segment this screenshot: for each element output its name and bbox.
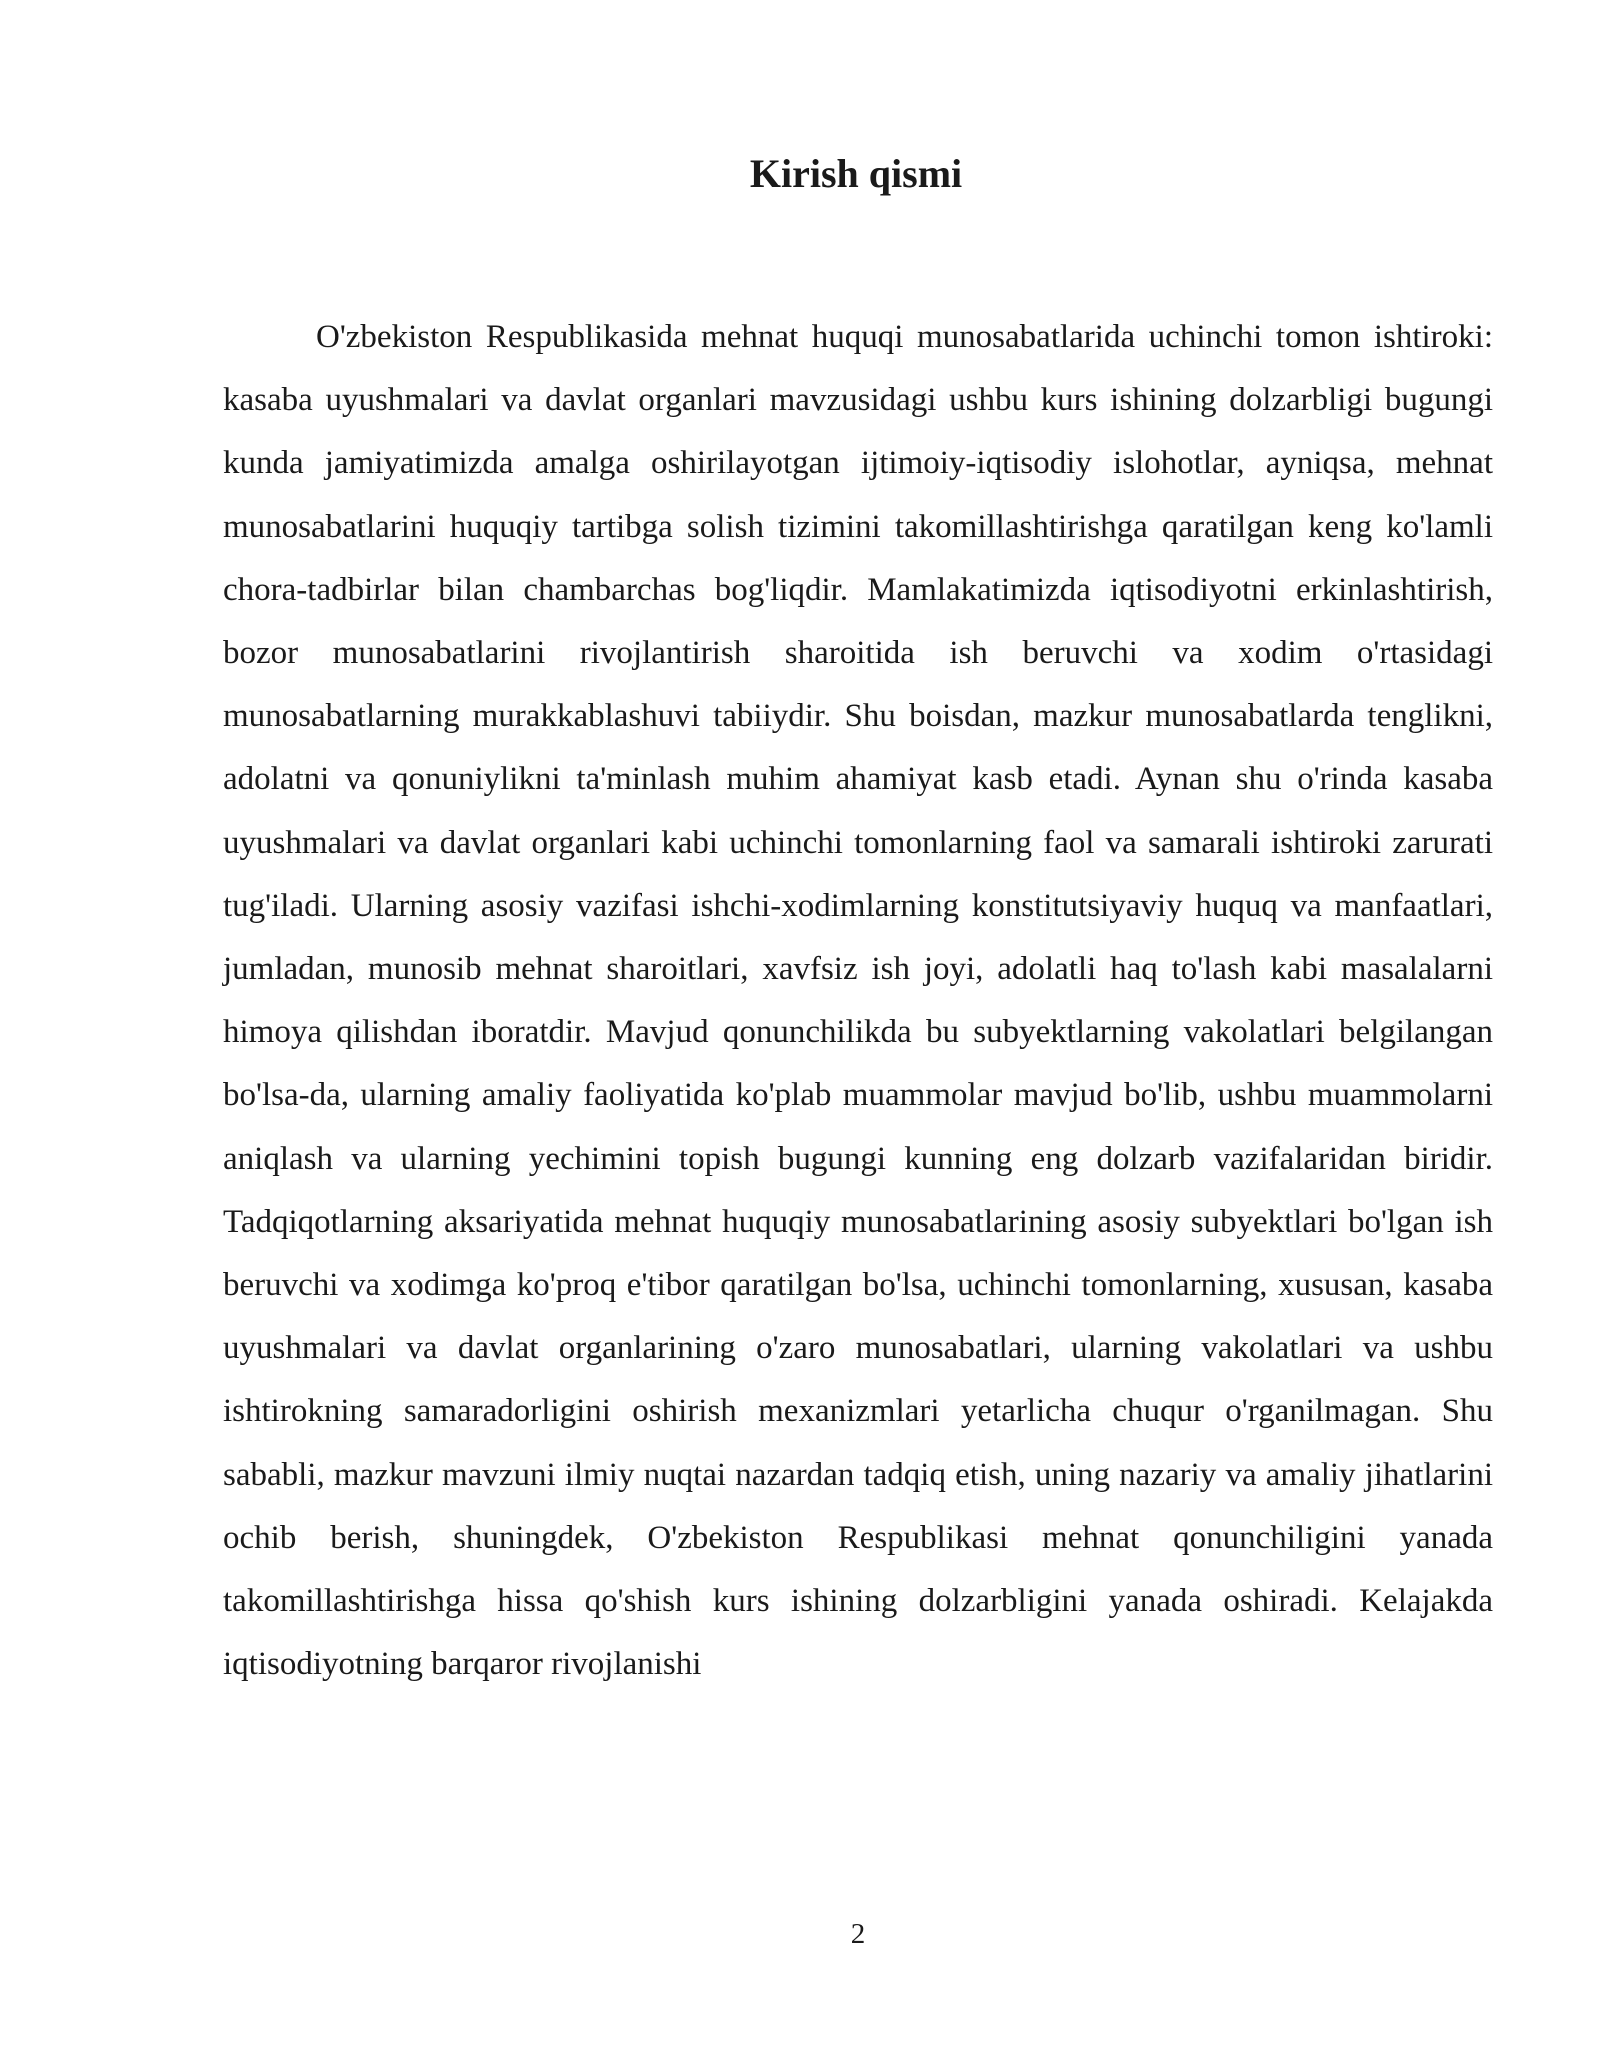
body-paragraph: O'zbekiston Respublikasida mehnat huquqi munosabatlarida uchinchi tomon ishtiroki: kasaba uyushmalari va davlat organlari mavzusidagi ushbu kurs ishining dolzarbligi bugungi kunda jamiyatimizda amalga oshirilayotgan ijtimoiy-iqtisodiy islohotlar, ayniqsa, mehnat munosabatlarini huquqiy tartibga solish tizimini takomillashtirishga qaratilgan keng ko'lamli chora-tadbirlar bilan chambarchas bog'liqdir. Mamlakatimizda iqtisodiyotni erkinlashtirish, bozor munosabatlarini rivojlantirish sharoitida ish beruvchi va xodim o'rtasidagi munosabatlarning murakkablashuvi tabiiydir. Shu boisdan, mazkur munosabatlarda tenglikni, adolatni va qonuniylikni ta'minlash muhim ahamiyat kasb etadi. Aynan shu o'rinda kasaba uyushmalari va davlat organlari kabi uchinchi tomonlarning faol va samarali ishtiroki zarurati tug'iladi. Ularning asosiy vazifasi ishchi-xodimlarning konstitutsiyaviy huquq va manfaatlari, jumladan, munosib mehnat sharoitlari, xavfsiz ish joyi, adolatli haq to'lash kabi masalalarni himoya qilishdan iboratdir. Mavjud qonunchilikda bu subyektlarning vakolatlari belgilangan bo'lsa-da, ularning amaliy faoliyatida ko'plab muammolar mavjud bo'lib, ushbu muammolarni aniqlash va ularning yechimini topish bugungi kunning eng dolzarb vazifalaridan biridir. Tadqiqotlarning aksariyatida mehnat huquqiy munosabatlarining asosiy subyektlari bo'lgan ish beruvchi va xodimga ko'proq e'tibor qaratilgan bo'lsa, uchinchi tomonlarning, xususan, kasaba uyushmalari va davlat organlarining o'zaro munosabatlari, ularning vakolatlari va ushbu ishtirokning samaradorligini oshirish mexanizmlari yetarlicha chuqur o'rganilmagan. Shu sababli, mazkur mavzuni ilmiy nuqtai nazardan tadqiq etish, uning nazariy va amaliy jihatlarini ochib berish, shuningdek, O'zbekiston Respublikasi mehnat qonunchiligini yanada takomillashtirishga hissa qo'shish kurs ishining dolzarbligini yanada oshiradi. Kelajakda iqtisodiyotning barqaror rivojlanishi — [223, 319, 1493, 1683]
section-title: Kirish qismi — [749, 151, 963, 196]
page-number: 2 — [850, 1918, 866, 1950]
